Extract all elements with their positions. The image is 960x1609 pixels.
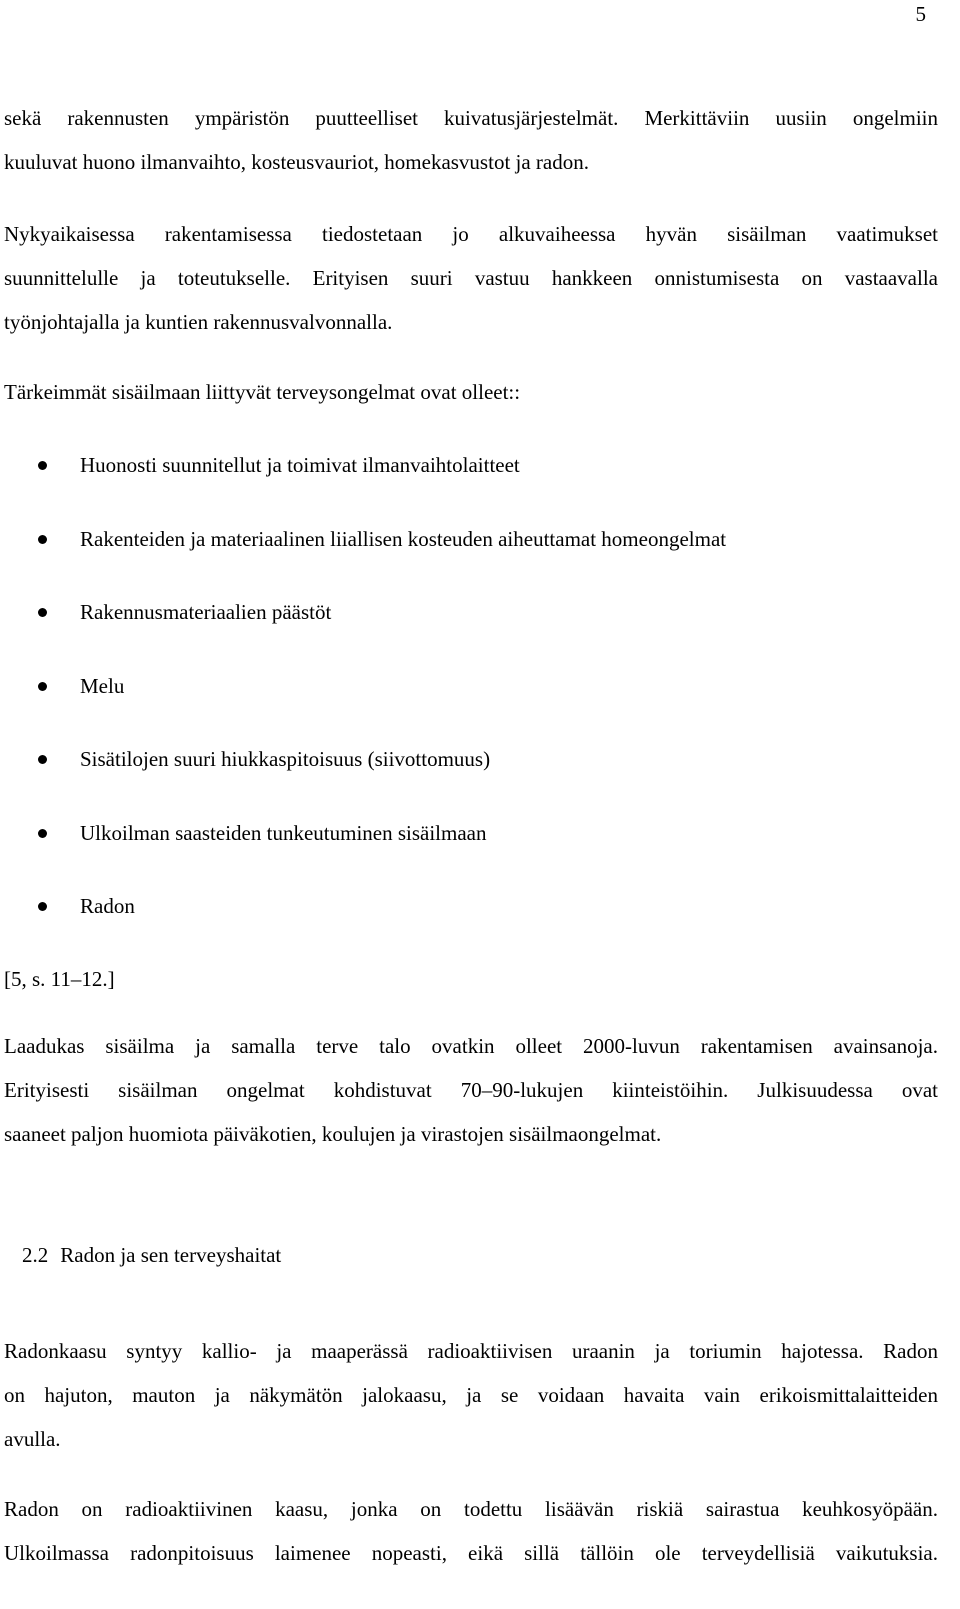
text-line: Erityisesti sisäilman ongelmat kohdistuvat 70–90-lukujen kiinteistöihin. Julkisuudessa ovat xyxy=(4,1078,938,1102)
text-line: Radon on radioaktiivinen kaasu, jonka on todettu lisäävän riskiä sairastua keuhkosyöpään. xyxy=(4,1497,938,1521)
list-item xyxy=(0,443,940,517)
bullet-icon xyxy=(38,535,47,544)
paragraph-intro-problems xyxy=(4,96,938,184)
list-item-text: Rakennusmateriaalien päästöt xyxy=(80,600,332,624)
list-item xyxy=(0,590,940,664)
list-item xyxy=(0,811,940,885)
text-line: Tärkeimmät sisäilmaan liittyvät terveysongelmat ovat olleet:: xyxy=(4,380,521,404)
list-item xyxy=(0,664,940,738)
list-item-text: Rakenteiden ja materiaalinen liiallisen kosteuden aiheuttamat homeongelmat xyxy=(80,526,727,551)
list-item xyxy=(0,737,940,811)
paragraph-list-intro xyxy=(4,370,938,414)
text-line: sekä rakennusten ympäristön puutteelliset kuivatusjärjestelmät. Merkittäviin uusiin ongelmiin xyxy=(4,106,938,130)
list-item xyxy=(0,884,940,958)
text-line: työnjohtajalla ja kuntien rakennusvalvonnalla. xyxy=(4,310,393,334)
paragraph-radon-health xyxy=(4,1487,938,1575)
section-title: Radon ja sen terveyshaitat xyxy=(60,1243,282,1267)
bullet-icon xyxy=(38,608,47,617)
text-line: Radonkaasu syntyy kallio- ja maaperässä radioaktiivisen uraanin ja toriumin hajotessa. Radon xyxy=(4,1339,938,1363)
paragraph-quality-indoor-air xyxy=(4,1024,938,1156)
list-item-text: Sisätilojen suuri hiukkaspitoisuus (siivottomuus) xyxy=(80,747,491,771)
text-line: Ulkoilmassa radonpitoisuus laimenee nopeasti, eikä sillä tällöin ole terveydellisiä vaikutuksia. xyxy=(4,1541,938,1565)
reference-citation xyxy=(4,957,938,1001)
list-item-text: Melu xyxy=(80,673,125,698)
text-line: saaneet paljon huomiota päiväkotien, koulujen ja virastojen sisäilmaongelmat. xyxy=(4,1122,662,1146)
list-item-text: Radon xyxy=(80,894,135,918)
text-line: avulla. xyxy=(4,1427,61,1451)
paragraph-modern-construction xyxy=(4,212,938,344)
health-problems-list xyxy=(0,443,940,958)
list-item-text: Ulkoilman saasteiden tunkeutuminen sisäilmaan xyxy=(80,820,487,845)
text-line: kuuluvat huono ilmanvaihto, kosteusvauriot, homekasvustot ja radon. xyxy=(4,150,589,174)
text-line: Laadukas sisäilma ja samalla terve talo ovatkin olleet 2000-luvun rakentamisen avainsanoja. xyxy=(4,1034,938,1058)
citation-text: [5, s. 11–12.] xyxy=(4,967,115,991)
bullet-icon xyxy=(38,682,47,691)
text-line: on hajuton, mauton ja näkymätön jalokaasu, ja se voidaan havaita vain erikoismittalaitteiden xyxy=(4,1383,938,1407)
paragraph-radon-origin xyxy=(4,1329,938,1461)
bullet-icon xyxy=(38,755,47,764)
bullet-icon xyxy=(38,461,47,470)
list-item xyxy=(0,517,940,591)
page-number: 5 xyxy=(915,2,926,26)
list-item-text: Huonosti suunnitellut ja toimivat ilmanvaihtolaitteet xyxy=(80,453,520,477)
text-line: Nykyaikaisessa rakentamisessa tiedostetaan jo alkuvaiheessa hyvän sisäilman vaatimukset xyxy=(4,222,938,246)
bullet-icon xyxy=(38,902,47,911)
bullet-icon xyxy=(38,829,47,838)
text-line: suunnittelulle ja toteutukselle. Erityisen suuri vastuu hankkeen onnistumisesta on vastaavalla xyxy=(4,266,938,290)
section-number: 2.2 xyxy=(22,1243,49,1267)
section-heading xyxy=(22,1233,281,1277)
